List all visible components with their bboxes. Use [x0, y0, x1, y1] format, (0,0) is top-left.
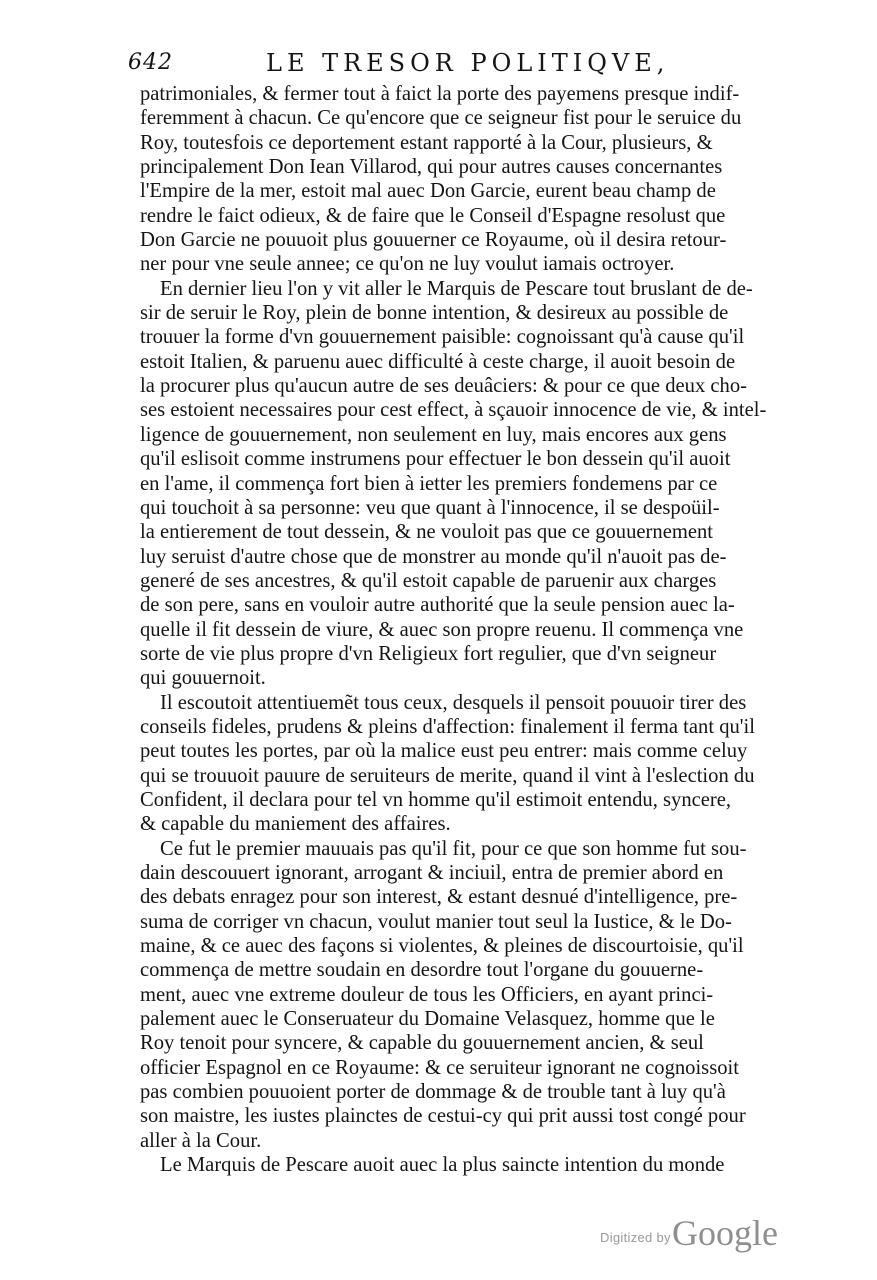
text-line: estoit Italien, & paruenu auec difficulté à ceste charge, il auoit besoin de	[140, 350, 736, 373]
text-line: Il escoutoit attentiuemẽt tous ceux, desquels il pensoit pouuoir tirer des	[160, 691, 747, 714]
text-line: Le Marquis de Pescare auoit auec la plus saincte intention du monde	[160, 1154, 725, 1177]
text-line: generé de ses ancestres, & qu'il estoit capable de paruenir aux charges	[140, 569, 717, 592]
text-line: sorte de vie plus propre d'vn Religieux fort regulier, que d'vn seigneur	[140, 642, 717, 665]
text-line: Don Garcie ne pouuoit plus gouuerner ce Royaume, où il desira retour-	[140, 229, 727, 252]
text-line: patrimoniales, & fermer tout à faict la porte des payemens presque indif-	[140, 83, 740, 105]
text-line: ligence de gouuernement, non seulement en luy, mais encores aux gens	[140, 423, 727, 446]
text-line: la procurer plus qu'aucun autre de ses deuâciers: & pour ce que deux cho-	[140, 375, 747, 398]
google-wordmark: Google	[672, 1213, 778, 1253]
text-line: suma de corriger vn chacun, voulut manier tout seul la Iustice, & le Do-	[140, 910, 732, 933]
text-line: conseils fideles, prudens & pleins d'affection: finalement il ferma tant qu'il	[140, 715, 755, 738]
text-line: En dernier lieu l'on y vit aller le Marquis de Pescare tout bruslant de de-	[160, 277, 753, 300]
text-line: maine, & ce auec des façons si violentes, & pleines de discourtoisie, qu'il	[140, 935, 744, 958]
running-title: LE TRESOR POLITIQVE,	[266, 49, 670, 77]
text-line: l'Empire de la mer, estoit mal auec Don Garcie, eurent beau champ de	[140, 180, 716, 203]
text-line: ner pour vne seule annee; ce qu'on ne luy voulut iamais octroyer.	[140, 253, 675, 276]
text-line: pas combien pouuoient porter de dommage & de trouble tant à luy qu'à	[140, 1081, 726, 1104]
text-line: dain descouuert ignorant, arrogant & inciuil, entra de premier abord en	[140, 862, 724, 884]
body-text	[140, 82, 784, 1177]
page-header	[128, 46, 683, 80]
text-line: luy seruist d'autre chose que de monstrer au monde qu'il n'auoit pas de-	[140, 545, 727, 568]
text-line: Roy tenoit pour syncere, & capable du gouuernement ancien, & seul	[140, 1032, 704, 1055]
text-line: son maistre, les iustes plainctes de cestui-cy qui prit aussi tost congé pour	[140, 1105, 746, 1128]
text-line: qui touchoit à sa personne: veu que quant à l'innocence, il se despoüil-	[140, 496, 720, 519]
text-line: Confident, il declara pour tel vn homme qu'il estimoit entendu, syncere,	[140, 788, 732, 811]
text-line: commença de mettre soudain en desordre tout l'organe du gouuerne-	[140, 959, 704, 982]
text-line: rendre le faict odieux, & de faire que le Conseil d'Espagne resolust que	[140, 204, 726, 227]
text-line: trouuer la forme d'vn gouuernement paisible: cognoissant qu'à cause qu'il	[140, 326, 745, 349]
text-line: palement auec le Conseruateur du Domaine Velasquez, homme que le	[140, 1008, 715, 1031]
text-line: qu'il eslisoit comme instrumens pour effectuer le bon dessein qu'il auoit	[140, 448, 731, 471]
text-line: ment, auec vne extreme douleur de tous les Officiers, en ayant princi-	[140, 983, 714, 1006]
text-line: Ce fut le premier mauuais pas qu'il fit, pour ce que son homme fut sou-	[160, 837, 747, 860]
text-line: de son pere, sans en vouloir autre authorité que la seule pension auec la-	[140, 594, 735, 617]
text-line: Roy, toutesfois ce deportement estant rapporté à la Cour, plusieurs, &	[140, 131, 713, 154]
text-line: des debats enragez pour son interest, & estant desnué d'intelligence, pre-	[140, 886, 738, 909]
text-line: aller à la Cour.	[140, 1129, 262, 1152]
text-line: quelle il fit dessein de viure, & auec son propre reuenu. Il commença vne	[140, 618, 744, 641]
text-line: principalement Don Iean Villarod, qui pour autres causes concernantes	[140, 156, 723, 179]
text-line: sir de seruir le Roy, plein de bonne intention, & desireux au possible de	[140, 302, 729, 325]
text-line: feremment à chacun. Ce qu'encore que ce seigneur fist pour le seruice du	[140, 107, 742, 130]
text-line: qui se trouuoit pauure de seruiteurs de merite, quand il vint à l'eslection du	[140, 764, 755, 787]
text-line: qui gouuernoit.	[140, 667, 266, 690]
page-number: 642	[128, 50, 173, 75]
google-digitization-watermark	[600, 1212, 790, 1258]
text-line: officier Espagnol en ce Royaume: & ce seruiteur ignorant ne cognoissoit	[140, 1056, 739, 1079]
digitized-by-label: Digitized by	[600, 1230, 671, 1245]
text-line: la entierement de tout dessein, & ne vouloit pas que ce gouuernement	[140, 521, 714, 544]
text-line: ses estoient necessaires pour cest effect, à sçauoir innocence de vie, & intel-	[140, 399, 767, 422]
text-line: & capable du maniement des affaires.	[140, 813, 451, 836]
text-line: en l'ame, il commença fort bien à ietter les premiers fondemens par ce	[140, 472, 718, 495]
text-line: peut toutes les portes, par où la malice eust peu entrer: mais comme celuy	[140, 740, 748, 763]
